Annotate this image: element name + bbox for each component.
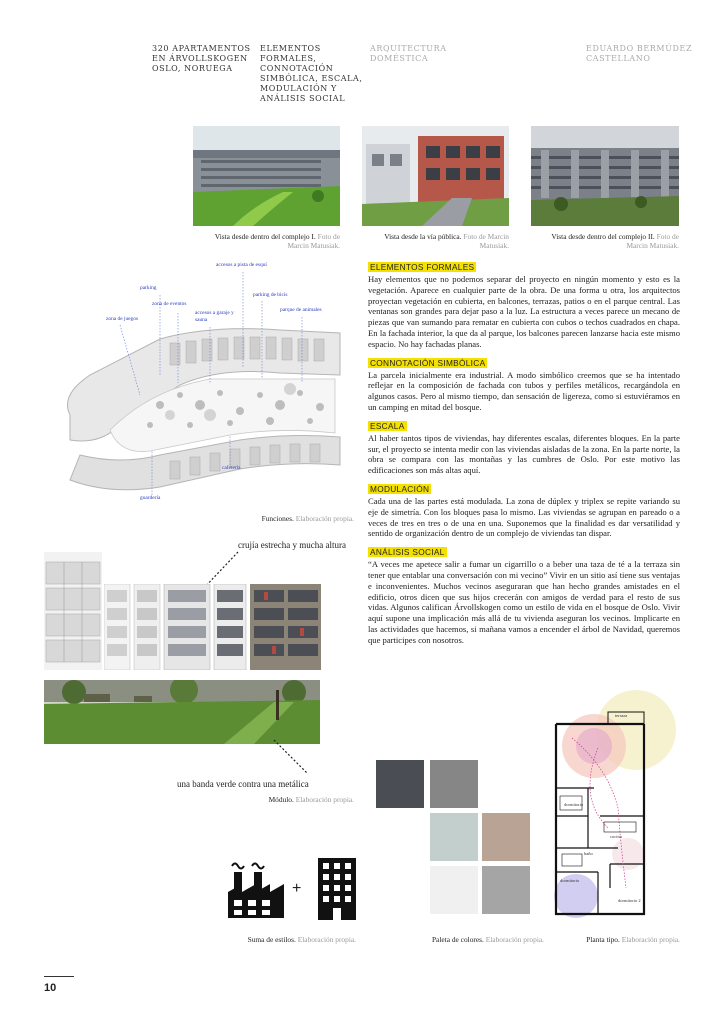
facade-modules [104, 584, 321, 670]
photo-complex-1 [193, 126, 340, 226]
footer-rule [44, 976, 74, 977]
annot-animal-park: parque de animales [280, 307, 322, 313]
section-title: ELEMENTOS FORMALES [370, 262, 475, 272]
section-formales [368, 255, 680, 350]
topic-title: ELEMENTOS FORMALES, CONNOTACIÓN SIMBÓLICA, ESCALA, MODULACIÓN Y ANÁLISIS SOCIAL [260, 44, 363, 103]
section-title: ESCALA [370, 420, 405, 431]
palette-caption: Paleta de colores. Elaboración propia. [431, 935, 544, 944]
floorplan-label-bedroom-1: dormitorio [564, 802, 584, 807]
photo-complex-2 [531, 126, 679, 226]
annot-parking: parking [140, 285, 157, 291]
floorplan-label-terrace: terraza [615, 713, 628, 718]
site-plan-drawing [40, 255, 360, 510]
annot-garage-sauna: accesos a garaje y sauna [195, 310, 234, 323]
module-note-top: crujía estrecha y mucha altura [238, 540, 346, 550]
swatch-5 [430, 866, 478, 914]
author-name: EDUARDO BERMÚDEZ CASTELLANO [586, 44, 693, 63]
factory-icon [226, 858, 286, 920]
section-connotacion [368, 351, 680, 413]
swatch-2 [430, 760, 478, 808]
annot-cafeteria: cafetería [222, 465, 241, 471]
floorplan-label-bedroom-3: dormitorio 2 [618, 898, 641, 903]
swatch-1 [376, 760, 424, 808]
floorplan-caption: Planta tipo. Elaboración propia. [586, 935, 680, 944]
module-note-bottom: una banda verde contra una metálica [177, 779, 309, 789]
section-text: Hay elementos que no podemos separar del proyecto en ningún momento y esto es la vegetación. Aparece en cualquier parte de la obra. De una forma u otra, los arquitectos proyectan vegetación en cubierta, en balcones, terrazas, patios o en el parque central. Las ventanas son grandes para dejar paso a la luz. La estructura a veces parece un mecano de piezas que van sumando para rematar en cubierta con cubos o techos cuadrados en chapa. En la fachada interior, la que da al parque, los balcones parecen lanzarse hacia este mismo espacio. No hay fachadas planas. [368, 274, 680, 349]
section-escala [368, 414, 680, 476]
annot-events: zona de eventos [152, 301, 187, 307]
section-social [368, 540, 680, 645]
course-title: ARQUITECTURA DOMÉSTICA [370, 44, 447, 63]
annot-playground: zona de juegos [106, 316, 139, 322]
page-number: 10 [44, 982, 57, 994]
section-title: MODULACIÓN [370, 483, 430, 494]
section-text: Cada una de las partes está modulada. La zona de dúplex y triplex se repite variando su eje de simetría. Con los bloques pasa lo mismo. Las viviendas se agrupan en pareado o a veces de tres en tres o de una en una. Suponemos que la finalidad es dar versatilidad y sentido de organización dentro de un complejo de viviendas tan dispar. [368, 495, 680, 539]
photo-1-caption: Vista desde dentro del complejo I. Foto de Marcin Matusiak. [214, 232, 340, 250]
section-text: “A veces me apetece salir a fumar un cigarrillo o a beber una taza de té a la terraza sin tener que entablar una conversación con mi vecino” Vivir en un sitio así tiene sus ventajas e inconvenientes. Muchos vecinos aseguraran que han hecho grandes amistades en el edificio, otros dicen que sus hijos crecerán con amigos de verdad para el resto de sus vidas. Algunos califican Árvollskogen como un estilo de vida en el bosque de Oslo. Vivir aquí supone una implicación más allá de tu vivienda aseguran los vecinos. Implicarte en las actividades que hacemos, si mañana vamos a encender el árbol de Navidad, queremos que participes con nosotros. [368, 559, 680, 645]
photo-2-caption: Vista desde la vía pública. Foto de Marcin Matusiak. [384, 232, 509, 250]
section-title: ANÁLISIS SOCIAL [370, 547, 445, 558]
section-modulacion [368, 477, 680, 539]
plus-sign: + [292, 880, 302, 897]
section-text: Al haber tantos tipos de viviendas, hay diferentes escalas, diferentes bloques. En la parte sur, el proyecto se intenta medir con las viviendas aisladas de la zona. En la parte norte, la obra se compara con las montañas y las cumbres de Oslo. Por este motivo las edificaciones son más altas aquí. [368, 432, 680, 476]
plan-caption: Funciones. Elaboración propia. [261, 514, 354, 523]
note-arrow-bottom [270, 736, 314, 780]
floorplan-label-bath: baño [584, 851, 593, 856]
styles-caption: Suma de estilos. Elaboración propia. [247, 935, 356, 944]
photo-street [362, 126, 509, 226]
site-plan [40, 255, 360, 510]
swatch-6 [482, 866, 530, 914]
annot-ski-access: accesos a pista de esquí [216, 262, 267, 268]
text-column [368, 255, 680, 646]
building-icon [318, 858, 356, 920]
photo-3-caption: Vista desde dentro del complejo II. Foto de Marcin Matusiak. [551, 232, 679, 250]
swatch-4 [482, 813, 530, 861]
annot-bike-parking: parking de bicis [253, 292, 288, 298]
section-text: La parcela inicialmente era industrial. A modo simbólico creemos que se ha intentado reflejar en la composición de fachada con tubos y perfiles metálicos, recargándola en algunos casos. Pero al mismo tiempo, dan sensación de ligereza, como si estuviéramos en un camping en mitad del bosque. [368, 369, 680, 412]
annot-nursery: guardería [140, 495, 161, 501]
project-title: 320 APARTAMENTOS EN ÁRVOLLSKOGEN OSLO, NORUEGA [152, 44, 251, 73]
floorplan-label-bedroom-2: dormitorio [560, 878, 580, 883]
module-caption: Módulo. Elaboración propia. [268, 795, 354, 804]
floorplan-label-kitchen: cocina [610, 834, 622, 839]
photo-green-band [44, 680, 320, 744]
swatch-3 [430, 813, 478, 861]
facade-sketch [44, 552, 102, 670]
floor-plan [548, 688, 682, 920]
section-title: CONNOTACIÓN SIMBÓLICA [370, 357, 486, 368]
